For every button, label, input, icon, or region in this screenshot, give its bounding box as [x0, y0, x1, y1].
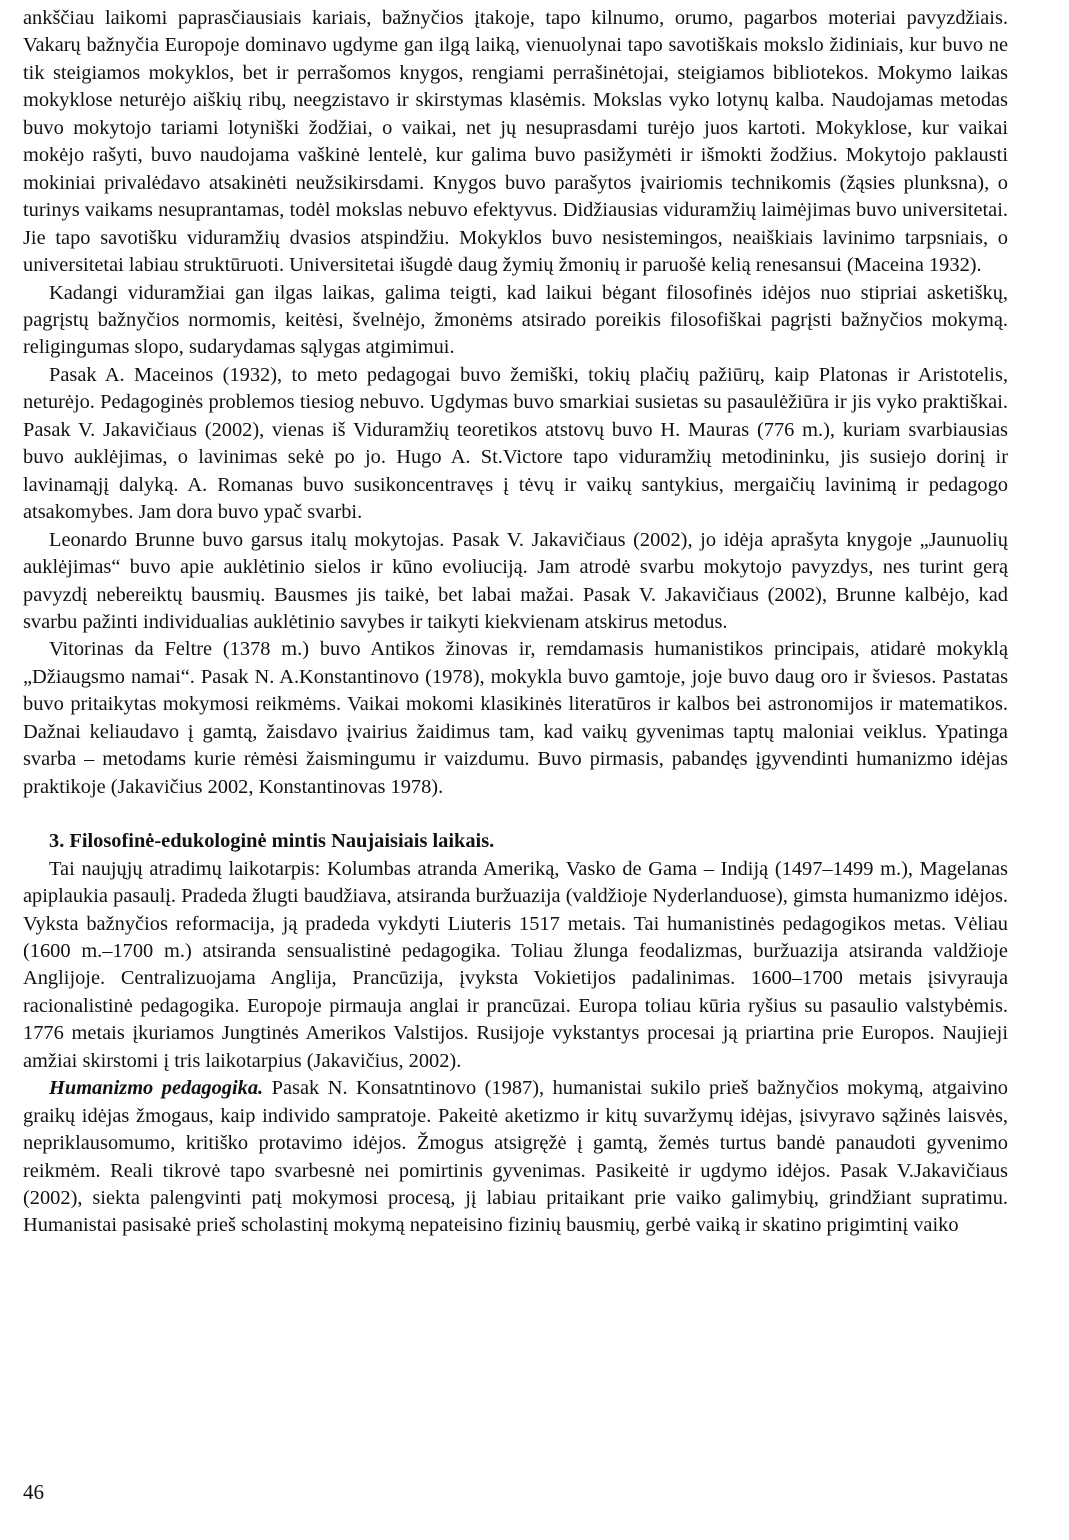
- paragraph-middle-ages-church: ankščiau laikomi paprasčiausiais kariais, bažnyčios įtakoje, tapo kilnumo, orumo, pagarbos moteriai pavyzdžiais. Vakarų bažnyčia Europoje dominavo ugdyme gan ilgą laiką, vienuolynai tapo savotiškais mokslo židiniais, kur buvo ne tik steigiamos mokyklos, bet ir perrašomos knygos, rengiami perrašinėtojai, steigiamos bibliotekos. Mokymo laikas mokyklose neturėjo aiškių ribų, neegzistavo ir skirstymas klasėmis. Mokslas vyko lotynų kalba. Naudojamas metodas buvo mokytojo tariami lotyniški žodžiai, o vaikai, net jų nesuprasdami turėjo juos kartoti. Mokyklose, kur vaikai mokėjo rašyti, buvo naudojama vaškinė lentelė, kur galima buvo pasižymėti ir išmokti žodžius. Mokytojo paklausti mokiniai privalėdavo atsakinėti neužsikirsdami. Knygos buvo parašytos įvairiomis technikomis (žąsies plunksna), o turinys vaikams nesuprantamas, todėl mokslas nebuvo efektyvus. Didžiausias viduramžių laimėjimas buvo universitetai. Jie tapo savotišku viduramžių dvasios atspindžiu. Mokyklos buvo nesistemingos, neaiškiais lavinimo tarpsniais, o universitetai labiau struktūruoti. Universitetai išugdė daug žymių žmonių ir paruošė kelią renesansui (Maceina 1932).: [23, 7, 1008, 277]
- section-spacer: [23, 801, 1008, 828]
- section-heading: 3. Filosofinė-edukologinė mintis Naujaisiais laikais.: [49, 830, 495, 853]
- page-number: 46: [23, 1480, 44, 1504]
- document-page: [23, 5, 1008, 1240]
- paragraph-vitorinas-da-feltre: Vitorinas da Feltre (1378 m.) buvo Antikos žinovas ir, remdamasis humanistikos principais, atidarė mokyklą „Džiaugsmo namai“. Pasak N. A.Konstantinovo (1978), mokykla buvo gamtoje, joje buvo daug oro ir šviesos. Pastatas buvo pritaikytas mokymosi reikmėms. Vaikai mokomi klasikinės literatūros ir kalbos bei astronomijos ir matematikos. Dažnai keliaudavo į gamtą, žaisdavo įvairius žaidimus tam, kad vaikų gyvenimas taptų maloniai veiklus. Ypatinga svarba – metodams kurie rėmėsi žaismingumu ir vaizdumu. Buvo pirmasis, pabandęs įgyvendinti humanizmo idėjas praktikoje (Jakavičius 2002, Konstantinovas 1978).: [23, 638, 1008, 798]
- paragraph-new-era: Tai naujųjų atradimų laikotarpis: Kolumbas atranda Ameriką, Vasko de Gama – Indiją (1497–1499 m.), Magelanas apiplaukia pasaulį. Pradeda žlugti baudžiava, atsiranda buržuazija (valdžioje Nyderlanduose), gimsta humanizmo idėjos. Vyksta bažnyčios reformacija, ją pradeda vykdyti Liuteris 1517 metais. Tai humanistinės pedagogikos metas. Vėliau (1600 m.–1700 m.) atsiranda sensualistinė pedagogika. Toliau žlunga feodalizmas, buržuazija atsiranda valdžioje Anglijoje. Centralizuojama Anglija, Prancūzija, įvyksta Vokietijos padalinimas. 1600–1700 metais įsivyrauja racionalistinė pedagogika. Europoje pirmauja anglai ir prancūzai. Europa toliau kūria ryšius su pasaulio valstybėmis. 1776 metais įkuriamos Jungtinės Amerikos Valstijos. Rusijoje vykstantys procesai ją priartina prie Europos. Naujieji amžiai skirstomi į tris laikotarpius (Jakavičius, 2002).: [23, 857, 1008, 1072]
- paragraph-humanism-pedagogy: [23, 1075, 1008, 1240]
- paragraph-maceina-pedagogues: Pasak A. Maceinos (1932), to meto pedagogai buvo žemiški, tokių plačių pažiūrų, kaip Platonas ir Aristotelis, neturėjo. Pedagoginės problemos tiesiog nebuvo. Ugdymas buvo smarkiai susietas su pasaulėžiūra ir jis vyko praktiškai. Pasak V. Jakavičiaus (2002), vienas iš Viduramžių teoretikos atstovų buvo H. Mauras (776 m.), kuriam svarbiausias buvo auklėjimas, o lavinimas sekė po jo. Hugo A. St.Victore tapo viduramžių metodininku, jis susiejo dorinį ir lavinamąjį dalyką. A. Romanas buvo susikoncentravęs į tėvų ir vaikų santykius, mergaičių lavinimą ir pedagogo atsakomybes. Jam dora buvo ypač svarbi.: [23, 363, 1008, 524]
- humanism-lead: Humanizmo pedagogika.: [49, 1077, 264, 1100]
- humanism-text: Pasak N. Konsatntinovo (1987), humanistai sukilo prieš bažnyčios mokymą, atgaivino graikų idėjas žmogaus, kaip individo sampratoje. Pakeitė aketizmo ir kitų suvaržymų idėjas, įsivyravo sąžinės laisvės, nepriklausomumo, kritiško protavimo idėjos. Žmogus atsigręžė į gamtą, žemės turtus bandė panaudoti gyvenimo reikmėm. Reali tikrovė tapo svarbesnė nei pomirtinis gyvenimas. Pasikeitė ir ugdymo idėjos. Pasak V.Jakavičiaus (2002), siekta palengvinti patį mokymosi procesą, jį labiau pritaikant prie vaiko galimybių, grindžiant supratimu. Humanistai pasisakė prieš scholastinį mokymą nepateisino fizinių bausmių, gerbė vaiką ir skatino prigimtinį vaiko: [23, 1077, 1008, 1237]
- paragraph-philosophy-change: Kadangi viduramžiai gan ilgas laikas, galima teigti, kad laikui bėgant filosofinės idėjos nuo stipriai asketiškų, pagrįstų bažnyčios normomis, keitėsi, švelnėjo, žmonėms atsirado poreikis filosofiškai pagrįsti bažnyčios mokymą. religingumas slopo, sudarydamas sąlygas atgimimui.: [23, 281, 1008, 359]
- paragraph-leonardo-brunne: Leonardo Brunne buvo garsus italų mokytojas. Pasak V. Jakavičiaus (2002), jo idėja aprašyta knygoje „Jaunuolių auklėjimas“ buvo apie auklėtinio sielos ir kūno evoliuciją. Jam atrodė svarbu mokytojo pavyzdys, nes turint gerą pavyzdį nebereiktų bausmių. Bausmes jis taikė, bet labai mažai. Pasak V. Jakavičiaus (2002), Brunne kalbėjo, kad svarbu pažinti individualias auklėtinio savybes ir taikyti kiekvienam atskirus metodus.: [23, 528, 1008, 633]
